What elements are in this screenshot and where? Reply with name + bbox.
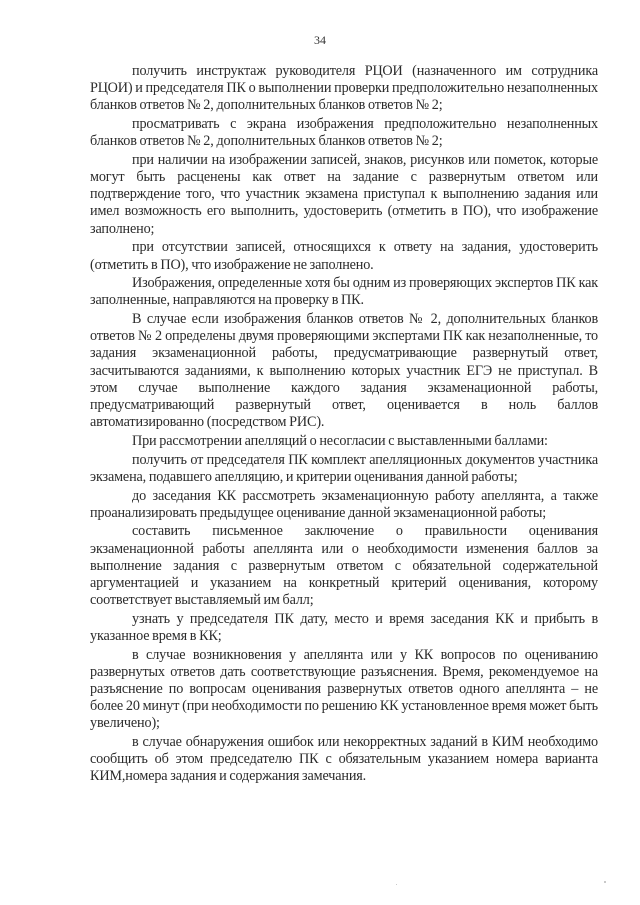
document-body [90,63,598,787]
scan-speck [396,884,397,885]
scan-speck [604,881,606,883]
paragraph-get-documents: получить от председателя ПК комплект апелляционных документов участника экзамена, подавшего апелляцию, и критерии оценивания данной работы; [90,451,598,485]
paragraph-review-work: до заседания КК рассмотреть экзаменационную работу апеллянта, а также проанализировать предыдущее оценивание данной экзаменационной работы; [90,487,598,521]
paragraph-marks-present: при наличии на изображении записей, знаков, рисунков или пометок, которые могут быть расценены как ответ на задание с развернутым ответом или подтверждение того, что участник экзамена приступал к выполнению задания или имел возможность его выполнить, удостоверить (отметить в ПО), что изображение заполнено; [90,151,598,237]
paragraph-unfilled-case: В случае если изображения бланков ответов № 2, дополнительных бланков ответов № 2 определены двумя проверяющими экспертами ПК как незаполненные, то задания экзаменационной работы, предусматривающие развернутый ответ, засчитываются заданиями, к выполнению которых участник ЕГЭ не приступал. В этом случае выполнение каждого задания экзаменационной работы, предусматривающий развернутый ответ, оценивается в ноль баллов автоматизированно (посредством РИС). [90,311,598,431]
paragraph-written-conclusion: составить письменное заключение о правильности оценивания экзаменационной работы апеллянта или о необходимости изменения баллов за выполнение задания с развернутым ответом с обязательной содержательной аргументацией и указанием на конкретный критерий оценивания, которому соответствует выставляемый им балл; [90,523,598,609]
paragraph-no-marks: при отсутствии записей, относящихся к ответу на задания, удостоверить (отметить в ПО), что изображение не заполнено. [90,239,598,273]
paragraph-meeting-time: узнать у председателя ПК дату, место и время заседания КК и прибыть в указанное время в КК; [90,610,598,644]
page-number: 34 [314,33,326,47]
paragraph-errors-report: в случае обнаружения ошибок или некорректных заданий в КИМ необходимо сообщить об этом председателю ПК с обязательным указанием номера варианта КИМ,номера задания и содержания замечания. [90,734,598,785]
paragraph-receive-instructions: получить инструктаж руководителя РЦОИ (назначенного им сотрудника РЦОИ) и председателя ПК о выполнении проверки предположительно незаполненных бланков ответов № 2, дополнительных бланков ответов № 2; [90,63,598,114]
paragraph-explanations: в случае возникновения у апеллянта или у КК вопросов по оцениванию развернутых ответов дать соответствующие разъяснения. Время, рекомендуемое на разъяснениe по вопросам оценивания развернутых ответов одного апеллянта – не более 20 минут (при необходимости по решению КК установленное время может быть увеличено); [90,646,598,732]
paragraph-filled-images: Изображения, определенные хотя бы одним из проверяющих экспертов ПК как заполненные, направляются на проверку в ПК. [90,275,598,309]
paragraph-appeals-intro: При рассмотрении апелляций о несогласии с выставленными баллами: [132,432,548,449]
paragraph-view-images: просматривать с экрана изображения предположительно незаполненных бланков ответов № 2, дополнительных бланков ответов № 2; [90,116,598,150]
